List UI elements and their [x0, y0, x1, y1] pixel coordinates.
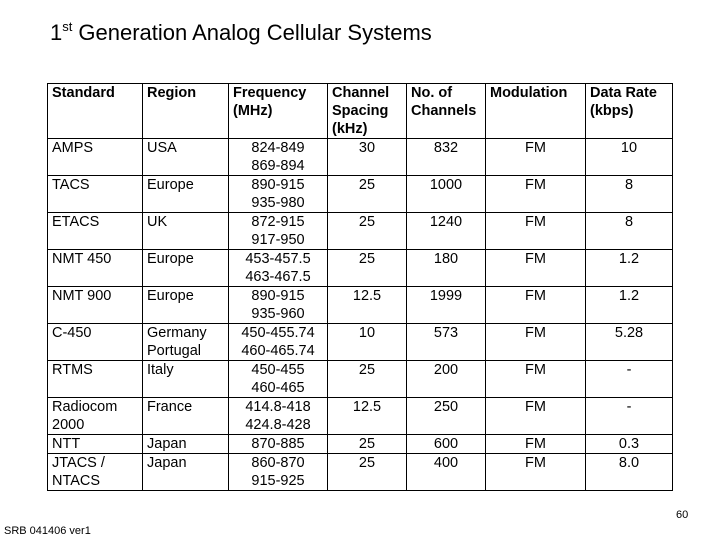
table-row	[48, 139, 673, 176]
table-row	[48, 324, 673, 361]
cell-standard: C-450	[48, 324, 143, 361]
cell-standard: NTT	[48, 435, 143, 454]
cell-data-rate: 8	[586, 213, 673, 250]
cell-data-rate: 8	[586, 176, 673, 213]
cell-data-rate: -	[586, 398, 673, 435]
cell-frequency: 890-915 935-960	[229, 287, 328, 324]
cell-no-of-channels: 400	[407, 454, 486, 491]
table-row	[48, 176, 673, 213]
table-row	[48, 435, 673, 454]
cell-region: Germany Portugal	[143, 324, 229, 361]
cell-standard: JTACS / NTACS	[48, 454, 143, 491]
cell-standard: TACS	[48, 176, 143, 213]
cell-no-of-channels: 573	[407, 324, 486, 361]
cell-modulation: FM	[486, 454, 586, 491]
cell-frequency: 414.8-418 424.8-428	[229, 398, 328, 435]
cell-data-rate: 10	[586, 139, 673, 176]
cell-modulation: FM	[486, 287, 586, 324]
header-modulation: Modulation	[486, 84, 586, 139]
cell-no-of-channels: 1240	[407, 213, 486, 250]
cell-channel-spacing: 12.5	[328, 398, 407, 435]
table-header-row	[48, 84, 673, 139]
cell-no-of-channels: 1000	[407, 176, 486, 213]
cell-no-of-channels: 600	[407, 435, 486, 454]
header-channel-spacing: Channel Spacing (kHz)	[328, 84, 407, 139]
header-no-of-channels: No. of Channels	[407, 84, 486, 139]
cell-modulation: FM	[486, 176, 586, 213]
cell-data-rate: 8.0	[586, 454, 673, 491]
cell-frequency: 860-870 915-925	[229, 454, 328, 491]
cell-data-rate: 1.2	[586, 250, 673, 287]
cell-frequency: 453-457.5 463-467.5	[229, 250, 328, 287]
cell-no-of-channels: 180	[407, 250, 486, 287]
slide-title	[50, 20, 432, 46]
cell-modulation: FM	[486, 398, 586, 435]
table-row	[48, 454, 673, 491]
cell-channel-spacing: 25	[328, 361, 407, 398]
title-superscript: st	[62, 19, 73, 34]
cell-frequency: 450-455 460-465	[229, 361, 328, 398]
cell-data-rate: 0.3	[586, 435, 673, 454]
cell-frequency: 872-915 917-950	[229, 213, 328, 250]
table-row	[48, 213, 673, 250]
footer-text: SRB 041406 ver1	[4, 525, 91, 537]
cell-modulation: FM	[486, 250, 586, 287]
cell-region: Japan	[143, 435, 229, 454]
cell-channel-spacing: 25	[328, 213, 407, 250]
header-region: Region	[143, 84, 229, 139]
cell-frequency: 824-849 869-894	[229, 139, 328, 176]
page-number: 60	[676, 509, 689, 521]
header-data-rate: Data Rate (kbps)	[586, 84, 673, 139]
cell-modulation: FM	[486, 139, 586, 176]
cell-channel-spacing: 30	[328, 139, 407, 176]
cell-frequency: 450-455.74 460-465.74	[229, 324, 328, 361]
title-text: Generation Analog Cellular Systems	[78, 20, 432, 45]
cell-channel-spacing: 25	[328, 250, 407, 287]
cell-region: France	[143, 398, 229, 435]
cell-data-rate: 5.28	[586, 324, 673, 361]
table-body	[48, 139, 673, 491]
cell-channel-spacing: 25	[328, 435, 407, 454]
cellular-systems-table	[47, 83, 673, 491]
table-row	[48, 287, 673, 324]
cell-standard: NMT 900	[48, 287, 143, 324]
cell-channel-spacing: 25	[328, 176, 407, 213]
cell-modulation: FM	[486, 435, 586, 454]
cell-standard: NMT 450	[48, 250, 143, 287]
cell-region: Italy	[143, 361, 229, 398]
cell-region: UK	[143, 213, 229, 250]
cell-standard: ETACS	[48, 213, 143, 250]
table-row	[48, 361, 673, 398]
cell-frequency: 890-915 935-980	[229, 176, 328, 213]
cell-frequency: 870-885	[229, 435, 328, 454]
title-number: 1	[50, 20, 63, 45]
cell-data-rate: -	[586, 361, 673, 398]
table-row	[48, 250, 673, 287]
cell-channel-spacing: 12.5	[328, 287, 407, 324]
cell-data-rate: 1.2	[586, 287, 673, 324]
cell-no-of-channels: 1999	[407, 287, 486, 324]
cell-region: Japan	[143, 454, 229, 491]
cell-region: Europe	[143, 250, 229, 287]
cell-modulation: FM	[486, 324, 586, 361]
cell-modulation: FM	[486, 213, 586, 250]
cell-region: Europe	[143, 287, 229, 324]
cell-modulation: FM	[486, 361, 586, 398]
cell-no-of-channels: 832	[407, 139, 486, 176]
cell-no-of-channels: 200	[407, 361, 486, 398]
cell-standard: RTMS	[48, 361, 143, 398]
cell-standard: AMPS	[48, 139, 143, 176]
header-standard: Standard	[48, 84, 143, 139]
header-frequency: Frequency (MHz)	[229, 84, 328, 139]
cell-channel-spacing: 25	[328, 454, 407, 491]
cell-channel-spacing: 10	[328, 324, 407, 361]
cell-region: Europe	[143, 176, 229, 213]
cell-no-of-channels: 250	[407, 398, 486, 435]
cell-standard: Radiocom 2000	[48, 398, 143, 435]
table-row	[48, 398, 673, 435]
cell-region: USA	[143, 139, 229, 176]
